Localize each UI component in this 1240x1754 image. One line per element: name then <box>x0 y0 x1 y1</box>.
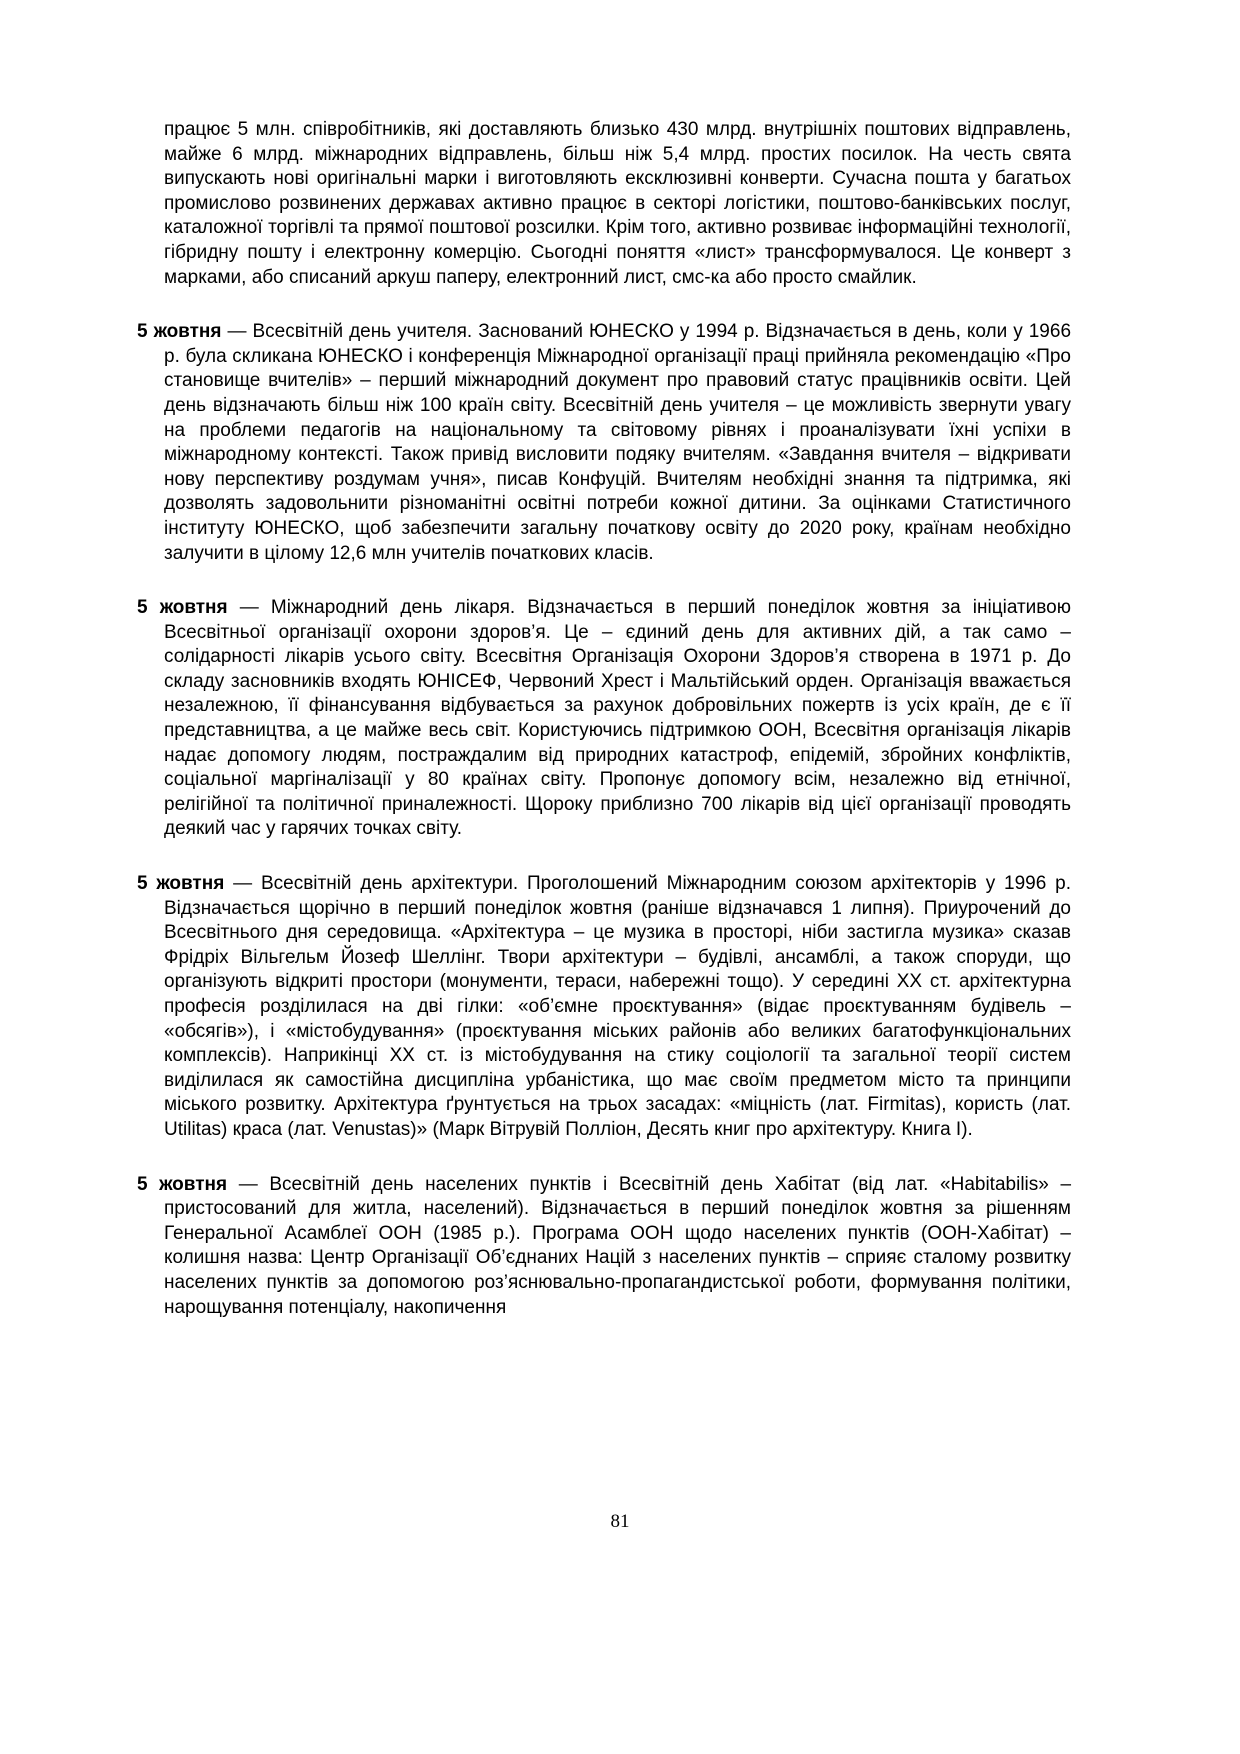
entry-architecture-day <box>137 872 1071 1143</box>
page-number: 81 <box>610 1511 630 1532</box>
entry-habitat-day <box>137 1173 1071 1321</box>
entry-date: 5 жовтня <box>137 873 225 895</box>
entry-doctors-day <box>137 596 1071 842</box>
entry-date: 5 жовтня <box>137 597 228 619</box>
entry-text: — Всесвітній день архітектури. Проголошений Міжнародним союзом архітекторів у 1996 р. Відзначається щорічно в перший понеділок жовтня (раніше відзначався 1 липня). Приурочений до Всесвітнього дня середовища. «Архітектура – це музика в просторі, ніби застигла музика» сказав Фрідріх Вільгельм Йозеф Шеллінг. Твори архітектури – будівлі, ансамблі, а також споруди, що організують відкриті простори (монументи, тераси, набережні тощо). У середині ХХ ст. архітектурна професія розділилася на дві гілки: «об’ємне проєктування» (відає проєктуванням будівель – «обсягів»), і «містобудування» (проєктування міських районів або великих багатофункціональних комплексів). Наприкінці ХХ ст. із містобудування на стику соціології та загальної теорії систем виділилася як самостійна дисципліна урбаністика, що має своїм предметом місто та принципи міського розвитку. Архітектура ґрунтується на трьох засадах: «міцність (лат. Firmitas), користь (лат. Utilitas) краса (лат. Venustas)» (Марк Вітрувій Полліон, Десять книг про архітектуру. Книга I). <box>164 873 1071 1140</box>
intro-paragraph: працює 5 млн. співробітників, які доставляють близько 430 млрд. внутрішніх поштових відправлень, майже 6 млрд. міжнародних відправлень, більш ніж 5,4 млрд. простих посилок. На честь свята випускають нові оригінальні марки і виготовляють ексклюзивні конверти. Сучасна пошта у багатьох промислово розвинених державах активно працює в секторі логістики, поштово-банківських послуг, каталожної торгівлі та прямої поштової розсилки. Крім того, активно розвиває інформаційні технології, гібридну пошту і електронну комерцію. Сьогодні поняття «лист» трансформувалося. Це конверт з марками, або списаний аркуш паперу, електронний лист, смс-ка або просто смайлик. <box>164 119 1071 288</box>
entry-date: 5 жовтня <box>137 321 222 343</box>
entry-teachers-day <box>137 320 1071 566</box>
entry-text: — Всесвітній день учителя. Заснований ЮНЕСКО у 1994 р. Відзначається в день, коли у 1966 р. була скликана ЮНЕСКО і конференція Міжнародної організації праці прийняла рекомендацію «Про становище вчителів» – перший міжнародний документ про правовий статус працівників освіти. Цей день відзначають більш ніж 100 країн світу. Всесвітній день учителя – це можливість звернути увагу на проблеми педагогів на національному та світовому рівнях і проаналізувати їхні успіхи в міжнародному контексті. Також привід висловити подяку вчителям. «Завдання вчителя – відкривати нову перспективу роздумам учня», писав Конфуцій. Вчителям необхідні знання та підтримка, які дозволять задовольнити різноманітні освітні потреби кожної дитини. За оцінками Статистичного інституту ЮНЕСКО, щоб забезпечити загальну початкову освіту до 2020 року, країнам необхідно залучити в цілому 12,6 млн учителів початкових класів. <box>164 321 1072 564</box>
entry-text: — Міжнародний день лікаря. Відзначається в перший понеділок жовтня за ініціативою Всесвітньої організації охорони здоров’я. Це – єдиний день для активних дій, а так само – солідарності лікарів усього світу. Всесвітня Організація Охорони Здоров’я створена в 1971 р. До складу засновників входять ЮНІСЕФ, Червоний Хрест і Мальтійський орден. Організація вважається незалежною, її фінансування відбувається за рахунок добровільних пожертв із усіх країн, де є її представництва, а це майже весь світ. Користуючись підтримкою ООН, Всесвітня організація лікарів надає допомогу людям, постраждалим від природних катастроф, епідемій, збройних конфліктів, соціальної маргіналізації у 80 країнах світу. Пропонує допомогу всім, незалежно від етнічної, релігійної та політичної приналежності. Щороку приблизно 700 лікарів від цієї організації проводять деякий час у гарячих точках світу. <box>164 597 1071 840</box>
entry-date: 5 жовтня <box>137 1173 228 1195</box>
entry-text: — Всесвітній день населених пунктів і Всесвітній день Хабітат (від лат. «Habitabilis» – пристосований для житла, населений). Відзначається в перший понеділок жовтня за рішенням Генеральної Асамблеї ООН (1985 р.). Програма ООН щодо населених пунктів (ООН-Хабітат) – колишня назва: Центр Організації Об’єднаних Націй з населених пунктів – сприяє сталому розвитку населених пунктів за допомогою роз’яснювально-пропагандистської роботи, формування політики, нарощування потенціалу, накопичення <box>164 1173 1072 1318</box>
document-body <box>137 118 1071 1320</box>
